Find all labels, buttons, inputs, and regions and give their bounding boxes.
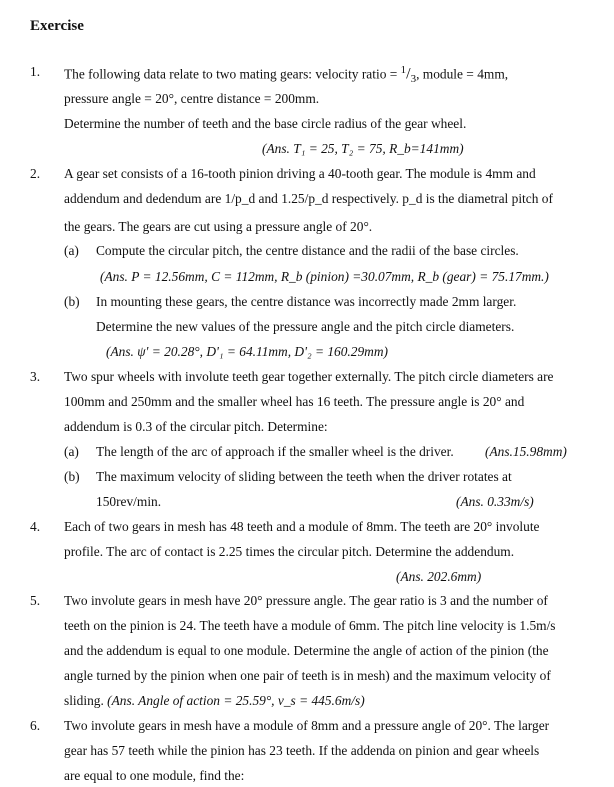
q3b-text-2: 150rev/min.	[96, 494, 162, 509]
q3b-label: (b)	[64, 469, 80, 484]
q1-line-2: pressure angle = 20°, centre distance = 200mm.	[64, 91, 320, 106]
q1-line-3: Determine the number of teeth and the base circle radius of the gear wheel.	[64, 116, 467, 131]
q4-number: 4.	[30, 519, 41, 534]
q2a-answer: (Ans. P = 12.56mm, C = 112mm, R_b (pinion) =30.07mm, R_b (gear) = 75.17mm.)	[100, 269, 549, 284]
q3-number: 3.	[30, 369, 41, 384]
q5-line-4: angle turned by the pinion when one pair of teeth is in mesh) and the maximum velocity of	[64, 668, 551, 683]
q5-line-2: teeth on the pinion is 24. The teeth have a module of 6mm. The pitch line velocity is 1.5m/s	[64, 618, 556, 633]
q3-line-2: 100mm and 250mm and the smaller wheel has 16 teeth. The pressure angle is 20° and	[64, 394, 525, 409]
q1-answer: (Ans. T₁ = 25, T₂ = 75, R_b=141mm)	[262, 141, 464, 156]
q4-line-2: profile. The arc of contact is 2.25 times the circular pitch. Determine the addendum.	[64, 544, 515, 559]
q2b-answer: (Ans. ψ' = 20.28°, D'₁ = 64.11mm, D'₂ = 160.29mm)	[106, 344, 388, 359]
q3a-answer: (Ans.15.98mm)	[485, 444, 567, 459]
q6-number: 6.	[30, 718, 41, 733]
q3-line-1: Two spur wheels with involute teeth gear together externally. The pitch circle diameters are	[64, 369, 554, 384]
q3b-text-1: The maximum velocity of sliding between the teeth when the driver rotates at	[96, 469, 512, 484]
q6-line-1: Two involute gears in mesh have a module of 8mm and a pressure angle of 20°. The larger	[64, 718, 550, 733]
q5-line-1: Two involute gears in mesh have 20° pressure angle. The gear ratio is 3 and the number of	[64, 593, 548, 608]
q2b-label: (b)	[64, 294, 80, 309]
fraction-1-over-pd: 1/p_d	[224, 191, 256, 206]
q2-line-2: addendum and dedendum are 1/p_d and 1.25/p_d respectively. p_d is the diametral pitch of	[64, 191, 553, 206]
q2a-text: Compute the circular pitch, the centre distance and the radii of the base circles.	[96, 243, 519, 258]
q4-answer: (Ans. 202.6mm)	[396, 569, 482, 584]
q2a-label: (a)	[64, 243, 79, 258]
q2-number: 2.	[30, 166, 41, 181]
exercise-title: Exercise	[30, 18, 84, 34]
q3a-label: (a)	[64, 444, 79, 459]
q6-line-3: are equal to one module, find the:	[64, 768, 245, 783]
q5-answer: (Ans. Angle of action = 25.59°, v_s = 445.6m/s)	[107, 693, 365, 708]
q6-line-2: gear has 57 teeth while the pinion has 23 teeth. If the addenda on pinion and gear wheels	[64, 743, 540, 758]
q3b-answer: (Ans. 0.33m/s)	[456, 494, 534, 509]
q3a-text: The length of the arc of approach if the smaller wheel is the driver.	[96, 444, 454, 459]
q2-line-3: the gears. The gears are cut using a pressure angle of 20°.	[64, 219, 373, 234]
q3-line-3: addendum is 0.3 of the circular pitch. Determine:	[64, 419, 328, 434]
q2-line-1: A gear set consists of a 16-tooth pinion driving a 40-tooth gear. The module is 4mm and	[64, 166, 536, 181]
q4-line-1: Each of two gears in mesh has 48 teeth and a module of 8mm. The teeth are 20° involute	[64, 519, 540, 534]
q5-number: 5.	[30, 593, 41, 608]
q2b-text-1: In mounting these gears, the centre distance was incorrectly made 2mm larger.	[96, 294, 517, 309]
q5-line-3: and the addendum is equal to one module. Determine the angle of action of the pinion (the	[64, 643, 549, 658]
q2b-text-2: Determine the new values of the pressure angle and the pitch circle diameters.	[96, 319, 515, 334]
q5-line-5: sliding. (Ans. Angle of action = 25.59°, v_s = 445.6m/s)	[64, 693, 365, 708]
q1-line-1: The following data relate to two mating gears: velocity ratio = $^1/_3$, module = 4mm,	[64, 64, 509, 86]
q1-number: 1.	[30, 64, 41, 79]
fraction-1.25-over-pd: 1.25/p_d	[281, 191, 329, 206]
